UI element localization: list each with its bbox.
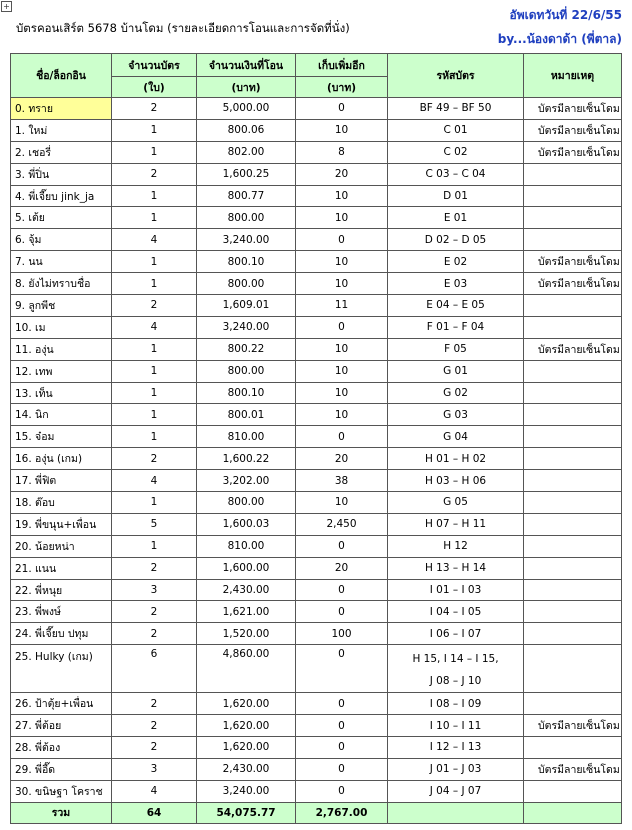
cell-amount: 3,202.00 — [197, 470, 296, 492]
cell-extra: 0 — [296, 645, 388, 693]
cell-tickets: 5 — [112, 513, 197, 535]
cell-amount: 800.22 — [197, 338, 296, 360]
cell-note — [524, 404, 622, 426]
cell-code: D 02 – D 05 — [388, 229, 524, 251]
cell-code: I 06 – I 07 — [388, 623, 524, 645]
cell-tickets: 2 — [112, 295, 197, 317]
cell-amount: 1,609.01 — [197, 295, 296, 317]
cell-amount: 3,240.00 — [197, 316, 296, 338]
cell-amount: 800.10 — [197, 251, 296, 273]
table-row — [11, 185, 622, 207]
cell-name: 15. จ๋อม — [11, 426, 112, 448]
cell-tickets: 2 — [112, 715, 197, 737]
cell-code: I 08 – I 09 — [388, 693, 524, 715]
cell-code: J 01 – J 03 — [388, 758, 524, 780]
cell-note: บัตรมีลายเซ็นโดม — [524, 273, 622, 295]
cell-amount: 1,600.22 — [197, 448, 296, 470]
cell-tickets: 2 — [112, 623, 197, 645]
cell-amount: 800.00 — [197, 273, 296, 295]
cell-note — [524, 448, 622, 470]
cell-name: 7. นน — [11, 251, 112, 273]
cell-note — [524, 426, 622, 448]
cell-note — [524, 557, 622, 579]
cell-note — [524, 470, 622, 492]
cell-amount: 1,620.00 — [197, 737, 296, 759]
cell-extra: 10 — [296, 404, 388, 426]
cell-code: C 01 — [388, 119, 524, 141]
cell-name: 24. พี่เจี๊ยบ ปทุม — [11, 623, 112, 645]
cell-tickets: 2 — [112, 448, 197, 470]
cell-note — [524, 207, 622, 229]
cell-note — [524, 780, 622, 802]
cell-amount: 810.00 — [197, 535, 296, 557]
cell-extra: 10 — [296, 273, 388, 295]
cell-extra: 0 — [296, 601, 388, 623]
table-row — [11, 448, 622, 470]
cell-code: H 07 – H 11 — [388, 513, 524, 535]
cell-tickets: 4 — [112, 780, 197, 802]
cell-amount: 800.00 — [197, 492, 296, 514]
cell-amount: 4,860.00 — [197, 645, 296, 693]
cell-code-line: H 15, I 14 – I 15, — [412, 653, 499, 666]
cell-note — [524, 492, 622, 514]
cell-note: บัตรมีลายเซ็นโดม — [524, 119, 622, 141]
table-row — [11, 119, 622, 141]
cell-tickets: 1 — [112, 535, 197, 557]
table-row — [11, 295, 622, 317]
cell-extra: 0 — [296, 780, 388, 802]
cell-code-line: J 08 – J 10 — [429, 675, 482, 688]
cell-tickets: 2 — [112, 163, 197, 185]
table-row — [11, 513, 622, 535]
table-row — [11, 715, 622, 737]
cell-name: 0. ทราย — [11, 98, 112, 120]
table-row — [11, 273, 622, 295]
cell-note — [524, 693, 622, 715]
cell-tickets: 4 — [112, 316, 197, 338]
cell-code: C 02 — [388, 141, 524, 163]
update-date: อัพเดทวันที่ 22/6/55 — [509, 8, 622, 22]
cell-code: G 05 — [388, 492, 524, 514]
totals-label: รวม — [11, 802, 112, 823]
cell-name: 29. พี่อี๊ด — [11, 758, 112, 780]
table-row — [11, 645, 622, 693]
cell-amount: 5,000.00 — [197, 98, 296, 120]
cell-amount: 1,600.00 — [197, 557, 296, 579]
cell-note: บัตรมีลายเซ็นโดม — [524, 758, 622, 780]
cell-extra: 0 — [296, 426, 388, 448]
table-row — [11, 316, 622, 338]
cell-name: 19. พี่ขนุน+เพื่อน — [11, 513, 112, 535]
cell-name: 13. เท็น — [11, 382, 112, 404]
header-tickets: จำนวนบัตร — [112, 54, 197, 77]
table-row — [11, 207, 622, 229]
header-extra-unit: (บาท) — [296, 77, 388, 98]
cell-tickets: 1 — [112, 119, 197, 141]
cell-extra: 0 — [296, 316, 388, 338]
cell-tickets: 1 — [112, 426, 197, 448]
table-row — [11, 470, 622, 492]
cell-tickets: 3 — [112, 579, 197, 601]
cell-note: บัตรมีลายเซ็นโดม — [524, 98, 622, 120]
cell-name: 16. องุ่น (เกม) — [11, 448, 112, 470]
table-row — [11, 141, 622, 163]
cell-amount: 1,621.00 — [197, 601, 296, 623]
cell-name: 28. พี่ต้อง — [11, 737, 112, 759]
cell-name: 5. เต้ย — [11, 207, 112, 229]
cell-note — [524, 579, 622, 601]
cell-name: 2. เชอรี่ — [11, 141, 112, 163]
cell-extra: 10 — [296, 119, 388, 141]
table-row — [11, 98, 622, 120]
cell-code: G 02 — [388, 382, 524, 404]
cell-code: H 12 — [388, 535, 524, 557]
cell-extra: 10 — [296, 360, 388, 382]
header-extra: เก็บเพิ่มอีก — [296, 54, 388, 77]
table-row — [11, 338, 622, 360]
cell-tickets: 6 — [112, 645, 197, 693]
cell-amount: 800.00 — [197, 207, 296, 229]
cell-code: F 05 — [388, 338, 524, 360]
table-row — [11, 557, 622, 579]
cell-extra: 0 — [296, 535, 388, 557]
cell-extra: 10 — [296, 338, 388, 360]
cell-tickets: 1 — [112, 251, 197, 273]
cell-tickets: 2 — [112, 98, 197, 120]
cell-tickets: 2 — [112, 693, 197, 715]
author-byline: by...น้องดาด้า (พี่ตาล) — [497, 32, 622, 46]
table-row — [11, 492, 622, 514]
cell-amount: 1,600.25 — [197, 163, 296, 185]
cell-note — [524, 645, 622, 693]
header-note: หมายเหตุ — [524, 54, 622, 98]
cell-extra: 0 — [296, 758, 388, 780]
cell-note: บัตรมีลายเซ็นโดม — [524, 338, 622, 360]
cell-amount: 2,430.00 — [197, 579, 296, 601]
cell-code: BF 49 – BF 50 — [388, 98, 524, 120]
cell-code: I 10 – I 11 — [388, 715, 524, 737]
cell-note — [524, 229, 622, 251]
table-body — [11, 98, 622, 803]
header-amount-unit: (บาท) — [197, 77, 296, 98]
table-row — [11, 360, 622, 382]
header-amount: จำนวนเงินที่โอน — [197, 54, 296, 77]
cell-extra: 10 — [296, 492, 388, 514]
cell-amount: 800.77 — [197, 185, 296, 207]
document-title: บัตรคอนเสิร์ต 5678 บ้านโดม (รายละเอียดการโอนและการจัดที่นั่ง) — [16, 21, 350, 35]
cell-code: G 03 — [388, 404, 524, 426]
cell-extra: 11 — [296, 295, 388, 317]
cell-name: 11. องุ่น — [11, 338, 112, 360]
cell-note: บัตรมีลายเซ็นโดม — [524, 141, 622, 163]
cell-extra: 8 — [296, 141, 388, 163]
table-row — [11, 693, 622, 715]
cell-name: 20. น้อยหน่า — [11, 535, 112, 557]
cell-code: E 01 — [388, 207, 524, 229]
cell-name: 12. เทพ — [11, 360, 112, 382]
cell-extra: 0 — [296, 229, 388, 251]
cell-amount: 1,600.03 — [197, 513, 296, 535]
table-row — [11, 601, 622, 623]
cell-amount: 1,620.00 — [197, 715, 296, 737]
cell-name: 23. พี่พงษ์ — [11, 601, 112, 623]
cell-note — [524, 295, 622, 317]
cell-name: 1. ใหม่ — [11, 119, 112, 141]
cell-tickets: 4 — [112, 470, 197, 492]
cell-amount: 800.10 — [197, 382, 296, 404]
table-row — [11, 251, 622, 273]
cell-name: 30. ขนิษฐา โคราช — [11, 780, 112, 802]
totals-amount: 54,075.77 — [197, 802, 296, 823]
cell-tickets: 1 — [112, 338, 197, 360]
table-row — [11, 229, 622, 251]
header-name: ชื่อ/ล็อกอิน — [11, 54, 112, 98]
cell-extra: 38 — [296, 470, 388, 492]
cell-name: 4. พี่เจี๊ยบ jink_ja — [11, 185, 112, 207]
cell-amount: 2,430.00 — [197, 758, 296, 780]
cell-name: 27. พี่ต้อย — [11, 715, 112, 737]
table-row — [11, 623, 622, 645]
table-row — [11, 163, 622, 185]
cell-tickets: 1 — [112, 185, 197, 207]
cell-tickets: 1 — [112, 141, 197, 163]
table-move-handle-icon[interactable]: + — [1, 1, 12, 12]
cell-note — [524, 360, 622, 382]
table-row — [11, 737, 622, 759]
cell-name: 17. พี่ฟิต — [11, 470, 112, 492]
cell-code: I 12 – I 13 — [388, 737, 524, 759]
cell-note: บัตรมีลายเซ็นโดม — [524, 251, 622, 273]
table-row — [11, 382, 622, 404]
cell-extra: 2,450 — [296, 513, 388, 535]
cell-extra: 0 — [296, 737, 388, 759]
cell-code — [388, 645, 524, 693]
cell-note — [524, 382, 622, 404]
table-row — [11, 535, 622, 557]
cell-code: E 03 — [388, 273, 524, 295]
cell-note — [524, 737, 622, 759]
cell-amount: 802.00 — [197, 141, 296, 163]
cell-tickets: 1 — [112, 207, 197, 229]
totals-extra: 2,767.00 — [296, 802, 388, 823]
table-row — [11, 780, 622, 802]
cell-note — [524, 163, 622, 185]
cell-note — [524, 623, 622, 645]
table-row — [11, 758, 622, 780]
cell-amount: 1,520.00 — [197, 623, 296, 645]
cell-tickets: 1 — [112, 273, 197, 295]
cell-tickets: 1 — [112, 382, 197, 404]
cell-code: G 01 — [388, 360, 524, 382]
cell-name: 14. นิก — [11, 404, 112, 426]
cell-code: H 03 – H 06 — [388, 470, 524, 492]
cell-code: C 03 – C 04 — [388, 163, 524, 185]
cell-name: 18. ต๊อบ — [11, 492, 112, 514]
header-tickets-unit: (ใบ) — [112, 77, 197, 98]
cell-tickets: 1 — [112, 360, 197, 382]
header-code: รหัสบัตร — [388, 54, 524, 98]
cell-code: G 04 — [388, 426, 524, 448]
cell-extra: 10 — [296, 251, 388, 273]
cell-name: 25. Hulky (เกม) — [11, 645, 112, 693]
cell-tickets: 1 — [112, 404, 197, 426]
cell-extra: 0 — [296, 715, 388, 737]
cell-extra: 10 — [296, 185, 388, 207]
cell-code: H 01 – H 02 — [388, 448, 524, 470]
ticket-table — [10, 53, 622, 824]
table-row — [11, 579, 622, 601]
cell-name: 22. พี่หนุย — [11, 579, 112, 601]
cell-code: J 04 – J 07 — [388, 780, 524, 802]
cell-name: 10. เม — [11, 316, 112, 338]
cell-amount: 800.00 — [197, 360, 296, 382]
cell-name: 26. ป้าตุ้ย+เพื่อน — [11, 693, 112, 715]
cell-note — [524, 535, 622, 557]
cell-code: D 01 — [388, 185, 524, 207]
cell-amount: 800.01 — [197, 404, 296, 426]
cell-tickets: 3 — [112, 758, 197, 780]
cell-name: 3. พี่ปิ่น — [11, 163, 112, 185]
cell-extra: 0 — [296, 693, 388, 715]
cell-code: E 02 — [388, 251, 524, 273]
cell-tickets: 2 — [112, 601, 197, 623]
cell-tickets: 1 — [112, 492, 197, 514]
cell-note — [524, 513, 622, 535]
cell-amount: 3,240.00 — [197, 780, 296, 802]
cell-extra: 20 — [296, 163, 388, 185]
cell-note — [524, 601, 622, 623]
cell-tickets: 2 — [112, 557, 197, 579]
cell-tickets: 4 — [112, 229, 197, 251]
cell-name: 8. ยังไม่ทราบชื่อ — [11, 273, 112, 295]
cell-amount: 3,240.00 — [197, 229, 296, 251]
totals-code — [388, 802, 524, 823]
cell-extra: 10 — [296, 207, 388, 229]
cell-note: บัตรมีลายเซ็นโดม — [524, 715, 622, 737]
cell-extra: 0 — [296, 98, 388, 120]
table-row — [11, 404, 622, 426]
cell-code: I 01 – I 03 — [388, 579, 524, 601]
cell-amount: 810.00 — [197, 426, 296, 448]
cell-code: E 04 – E 05 — [388, 295, 524, 317]
cell-code: F 01 – F 04 — [388, 316, 524, 338]
cell-extra: 20 — [296, 557, 388, 579]
cell-name: 9. ลูกพีช — [11, 295, 112, 317]
cell-extra: 20 — [296, 448, 388, 470]
cell-extra: 0 — [296, 579, 388, 601]
cell-name: 6. จุ้ม — [11, 229, 112, 251]
cell-amount: 1,620.00 — [197, 693, 296, 715]
cell-amount: 800.06 — [197, 119, 296, 141]
cell-code: H 13 – H 14 — [388, 557, 524, 579]
table-row — [11, 426, 622, 448]
totals-note — [524, 802, 622, 823]
cell-note — [524, 185, 622, 207]
totals-tickets: 64 — [112, 802, 197, 823]
cell-name: 21. แนน — [11, 557, 112, 579]
cell-tickets: 2 — [112, 737, 197, 759]
cell-extra: 10 — [296, 382, 388, 404]
cell-extra: 100 — [296, 623, 388, 645]
totals-row — [11, 802, 622, 823]
cell-note — [524, 316, 622, 338]
cell-code: I 04 – I 05 — [388, 601, 524, 623]
